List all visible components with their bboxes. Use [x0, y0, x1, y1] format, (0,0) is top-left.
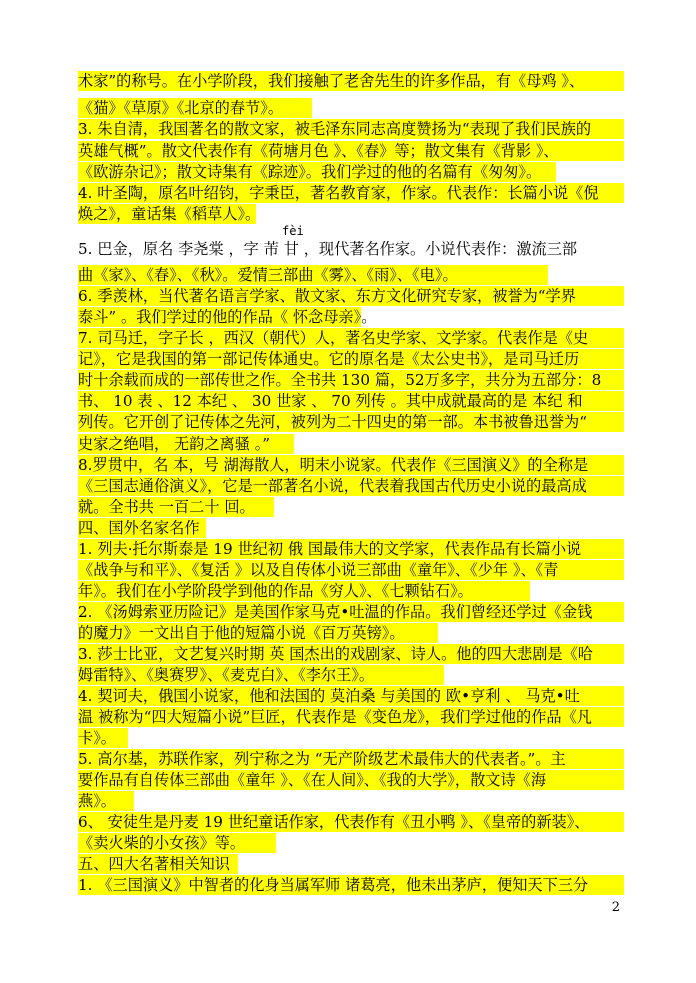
text-line: 就。全书共 一百二十 回。: [78, 498, 255, 516]
text-line: 的魔力》一文出自于他的短篇小说《百万英镑》。: [78, 624, 405, 642]
text-line: 《欧游杂记》；散文诗集有《踪迹》。我们学过的他的名篇有《匆匆》。: [78, 163, 542, 181]
text-line: 要作品有自传体三部曲《童年 》、《在人间》、《我的大学》，散文诗《海: [78, 771, 547, 789]
text-line: 燕》。: [78, 792, 116, 810]
text-line: 曲《家》、《春》、《秋》。爱情三部曲《雾》、《雨》、《电》。: [78, 266, 458, 284]
text-line: 1. 列夫·托尔斯泰是 19 世纪初 俄 国最伟大的文学家，代表作品有长篇小说: [78, 540, 582, 558]
text-line: 5. 巴金，原名 李尧棠 ，字 芾 甘 ，现代著名作家。小说代表作：激流三部: [78, 240, 578, 258]
text-line: 英雄气概”。散文代表作有《荷塘月色 》、《春》等；散文集有《背影 》、: [78, 142, 559, 160]
text-line: 6、 安徒生是丹麦 19 世纪童话作家，代表作有《丑小鸭 》、《皇帝的新装》、: [78, 813, 590, 831]
text-line: 记》，它是我国的第一部记传体通史。它的原名是《太公史书》，是司马迁历: [78, 350, 580, 368]
text-line: 术家”的称号。在小学阶段，我们接触了老舍先生的许多作品，有《母鸡 》、: [78, 72, 585, 90]
text-line: 《卖火柴的小女孩》等。: [78, 834, 246, 852]
text-line: 《三国志通俗演义》，它是一部著名小说，代表着我国古代历史小说的最高成: [78, 477, 587, 495]
text-line: 8.罗贯中，名 本，号 湖海散人，明末小说家。代表作《三国演义》的全称是: [78, 456, 589, 474]
text-line: 姆雷特》、《奥赛罗》、《麦克白》、《李尔王》。: [78, 666, 375, 684]
text-line: 3. 莎士比亚，文艺复兴时期 英 国杰出的戏剧家、诗人。他的四大悲剧是《哈: [78, 645, 593, 663]
text-line: 史家之绝唱， 无韵之离骚 。”: [78, 435, 271, 453]
text-line: 7. 司马迁，字子长 ，西汉（朝代）人，著名史学家、文学家。代表作是《史: [78, 329, 589, 347]
text-line: 《战争与和平》、《复活 》以及自传体小说三部曲《童年》、《少年 》、《青: [78, 561, 559, 579]
text-line: 年》。我们在小学阶段学到他的作品《穷人》、《七颗钻石》。: [78, 582, 473, 600]
text-line: 1. 《三国演义》中智者的化身当属军师 诸葛亮，他未出茅庐，便知天下三分: [78, 876, 589, 894]
text-line: 四、国外名家名作: [78, 519, 200, 537]
text-line: 五、四大名著相关知识: [78, 855, 230, 873]
text-line: 2. 《汤姆索亚历险记》是美国作家马克•吐温的作品。我们曾经还学过《金钱: [78, 603, 593, 621]
text-line: 卡》。: [78, 729, 116, 747]
text-line: 焕之》，童话集《稻草人》。: [78, 205, 261, 223]
text-line: 《猫》《草原》《北京的春节》。: [78, 99, 284, 117]
text-line: 列传。它开创了记传体之先河，被列为二十四史的第一部。本书被鲁迅誉为“: [78, 413, 587, 431]
pinyin-annotation: fèi: [282, 224, 304, 238]
text-line: 书、 10 表 、12 本纪 、 30 世家 、 70 列传 。其中成就最高的是 本纪 和: [78, 392, 583, 410]
text-line: 泰斗” 。我们学过的他的作品《 怀念母亲》。: [78, 308, 377, 326]
page-number: 2: [611, 900, 620, 915]
text-line: 5. 高尔基，苏联作家，列宁称之为 “无产阶级艺术最伟大的代表者。”。主: [78, 750, 566, 768]
text-line: 温 被称为“四大短篇小说”巨匠，代表作是《变色龙》，我们学过他的作品《凡: [78, 708, 592, 726]
text-line: 3. 朱自清，我国著名的散文家，被毛泽东同志高度赞扬为“表现了我们民族的: [78, 120, 592, 138]
text-line: 4. 契诃夫，俄国小说家，他和法国的 莫泊桑 与美国的 欧•亨利 、 马克•吐: [78, 687, 580, 705]
text-line: 6. 季羡林，当代著名语言学家、散文家、东方文化研究专家，被誉为“学界: [78, 287, 576, 305]
text-line: 4. 叶圣陶，原名叶绍钧，字秉臣，著名教育家，作家。代表作：长篇小说《倪: [78, 184, 599, 202]
text-line: 时十余载而成的一部传世之作。全书共 130 篇，52万多字，共分为五部分：8: [78, 371, 602, 389]
